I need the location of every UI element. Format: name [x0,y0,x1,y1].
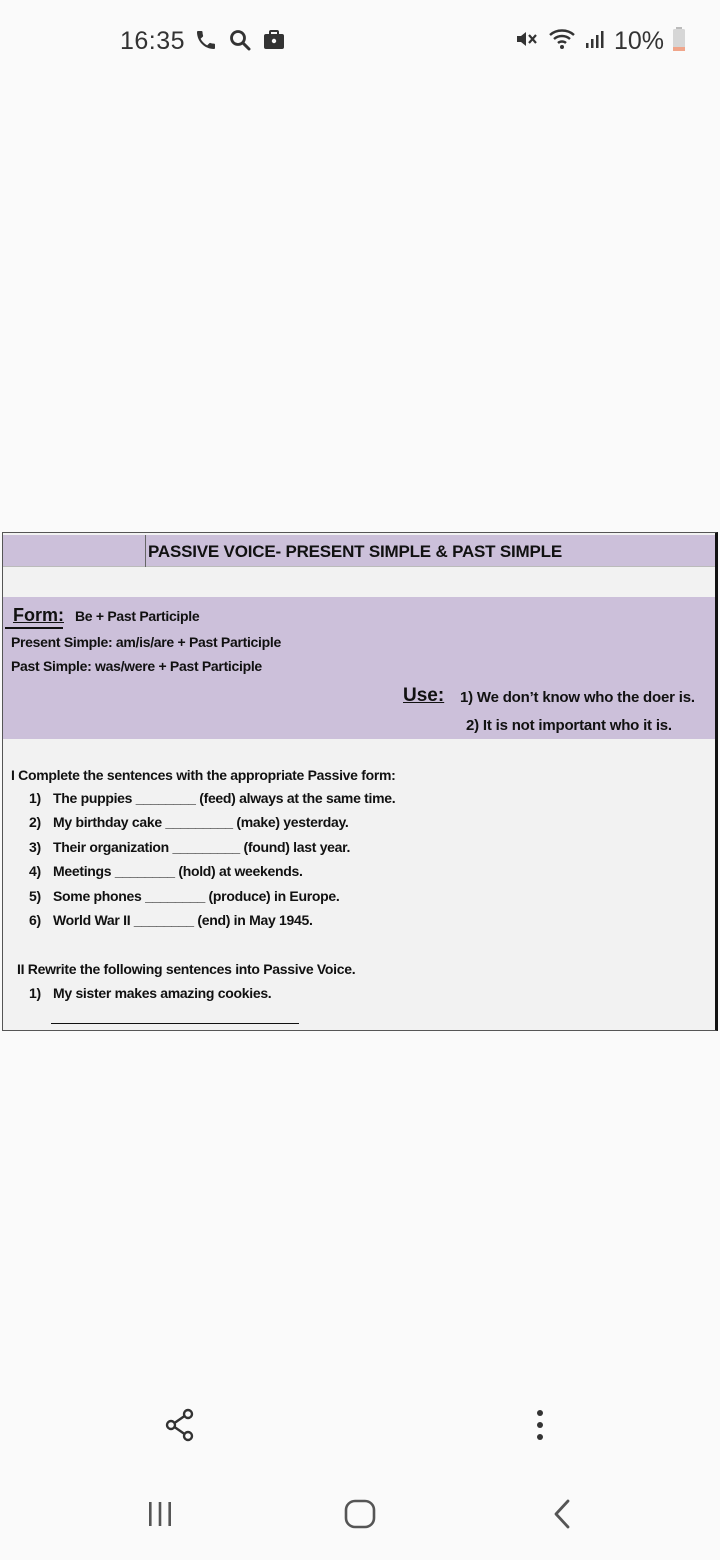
recents-icon [146,1500,174,1533]
item-text: My sister makes amazing cookies. [53,985,272,1001]
worksheet-image[interactable] [2,532,718,1031]
battery-icon [672,26,686,57]
item-number: 5) [29,887,41,904]
form-label: Form: [13,605,64,625]
search-icon [228,28,252,57]
item-text: Their organization _________ (found) last year. [53,838,351,855]
item-text: My birthday cake _________ (make) yesterday. [53,814,349,831]
back-icon [552,1498,572,1535]
list-item [29,814,395,838]
item-text: Some phones ________ (produce) in Europe. [53,887,340,904]
item-number: 4) [29,863,41,880]
more-vertical-icon [536,1409,544,1446]
form-text: Be + Past Participle [75,608,200,624]
list-item [29,839,395,863]
use-reason-1: 1) We don’t know who the doer is. [460,689,695,706]
item-number: 1) [29,790,41,806]
list-item [29,863,395,887]
form-underline [5,627,63,629]
briefcase-icon [262,28,286,57]
nav-back-button[interactable] [540,1496,584,1536]
status-bar [0,0,720,84]
home-icon [344,1498,376,1535]
item-number: 2) [29,814,41,831]
wifi-icon [548,27,576,56]
grammar-box [3,597,715,739]
status-time: 16:35 [120,27,186,55]
item-text: World War II ________ (end) in May 1945. [53,911,313,928]
title-row [3,535,715,567]
use-reason-2: 2) It is not important who it is. [466,717,672,734]
item-number: 6) [29,911,41,928]
list-item [29,888,395,912]
worksheet-title: PASSIVE VOICE- PRESENT SIMPLE & PAST SIMPLE [145,535,562,567]
more-options-button[interactable] [520,1407,560,1447]
item-text: Meetings ________ (hold) at weekends. [53,863,303,880]
list-item [29,985,271,1001]
use-label: Use: [403,685,445,706]
item-number: 3) [29,838,41,855]
battery-percent: 10% [613,27,664,55]
past-simple-rule: Past Simple: was/were + Past Participle [11,658,262,674]
status-right-icons [514,26,686,57]
phone-icon [194,28,218,57]
signal-icon [584,27,606,56]
share-button[interactable] [160,1407,200,1447]
title-gap [3,567,715,597]
item-number: 1) [29,985,41,1001]
nav-home-button[interactable] [338,1496,382,1536]
nav-recents-button[interactable] [138,1496,182,1536]
present-simple-rule: Present Simple: am/is/are + Past Participle [11,634,281,650]
answer-line [51,1023,299,1024]
exercise-2-title: II Rewrite the following sentences into Passive Voice. [17,961,356,977]
exercise-1-title: I Complete the sentences with the appropriate Passive form: [11,767,396,783]
status-left-icons [194,28,286,57]
list-item [29,790,395,814]
exercise-1-list [29,790,395,936]
item-text: The puppies ________ (feed) always at the same time. [53,790,396,806]
list-item [29,912,395,936]
share-icon [164,1408,196,1447]
exercise-2-list [29,985,271,1001]
mute-icon [514,27,540,56]
